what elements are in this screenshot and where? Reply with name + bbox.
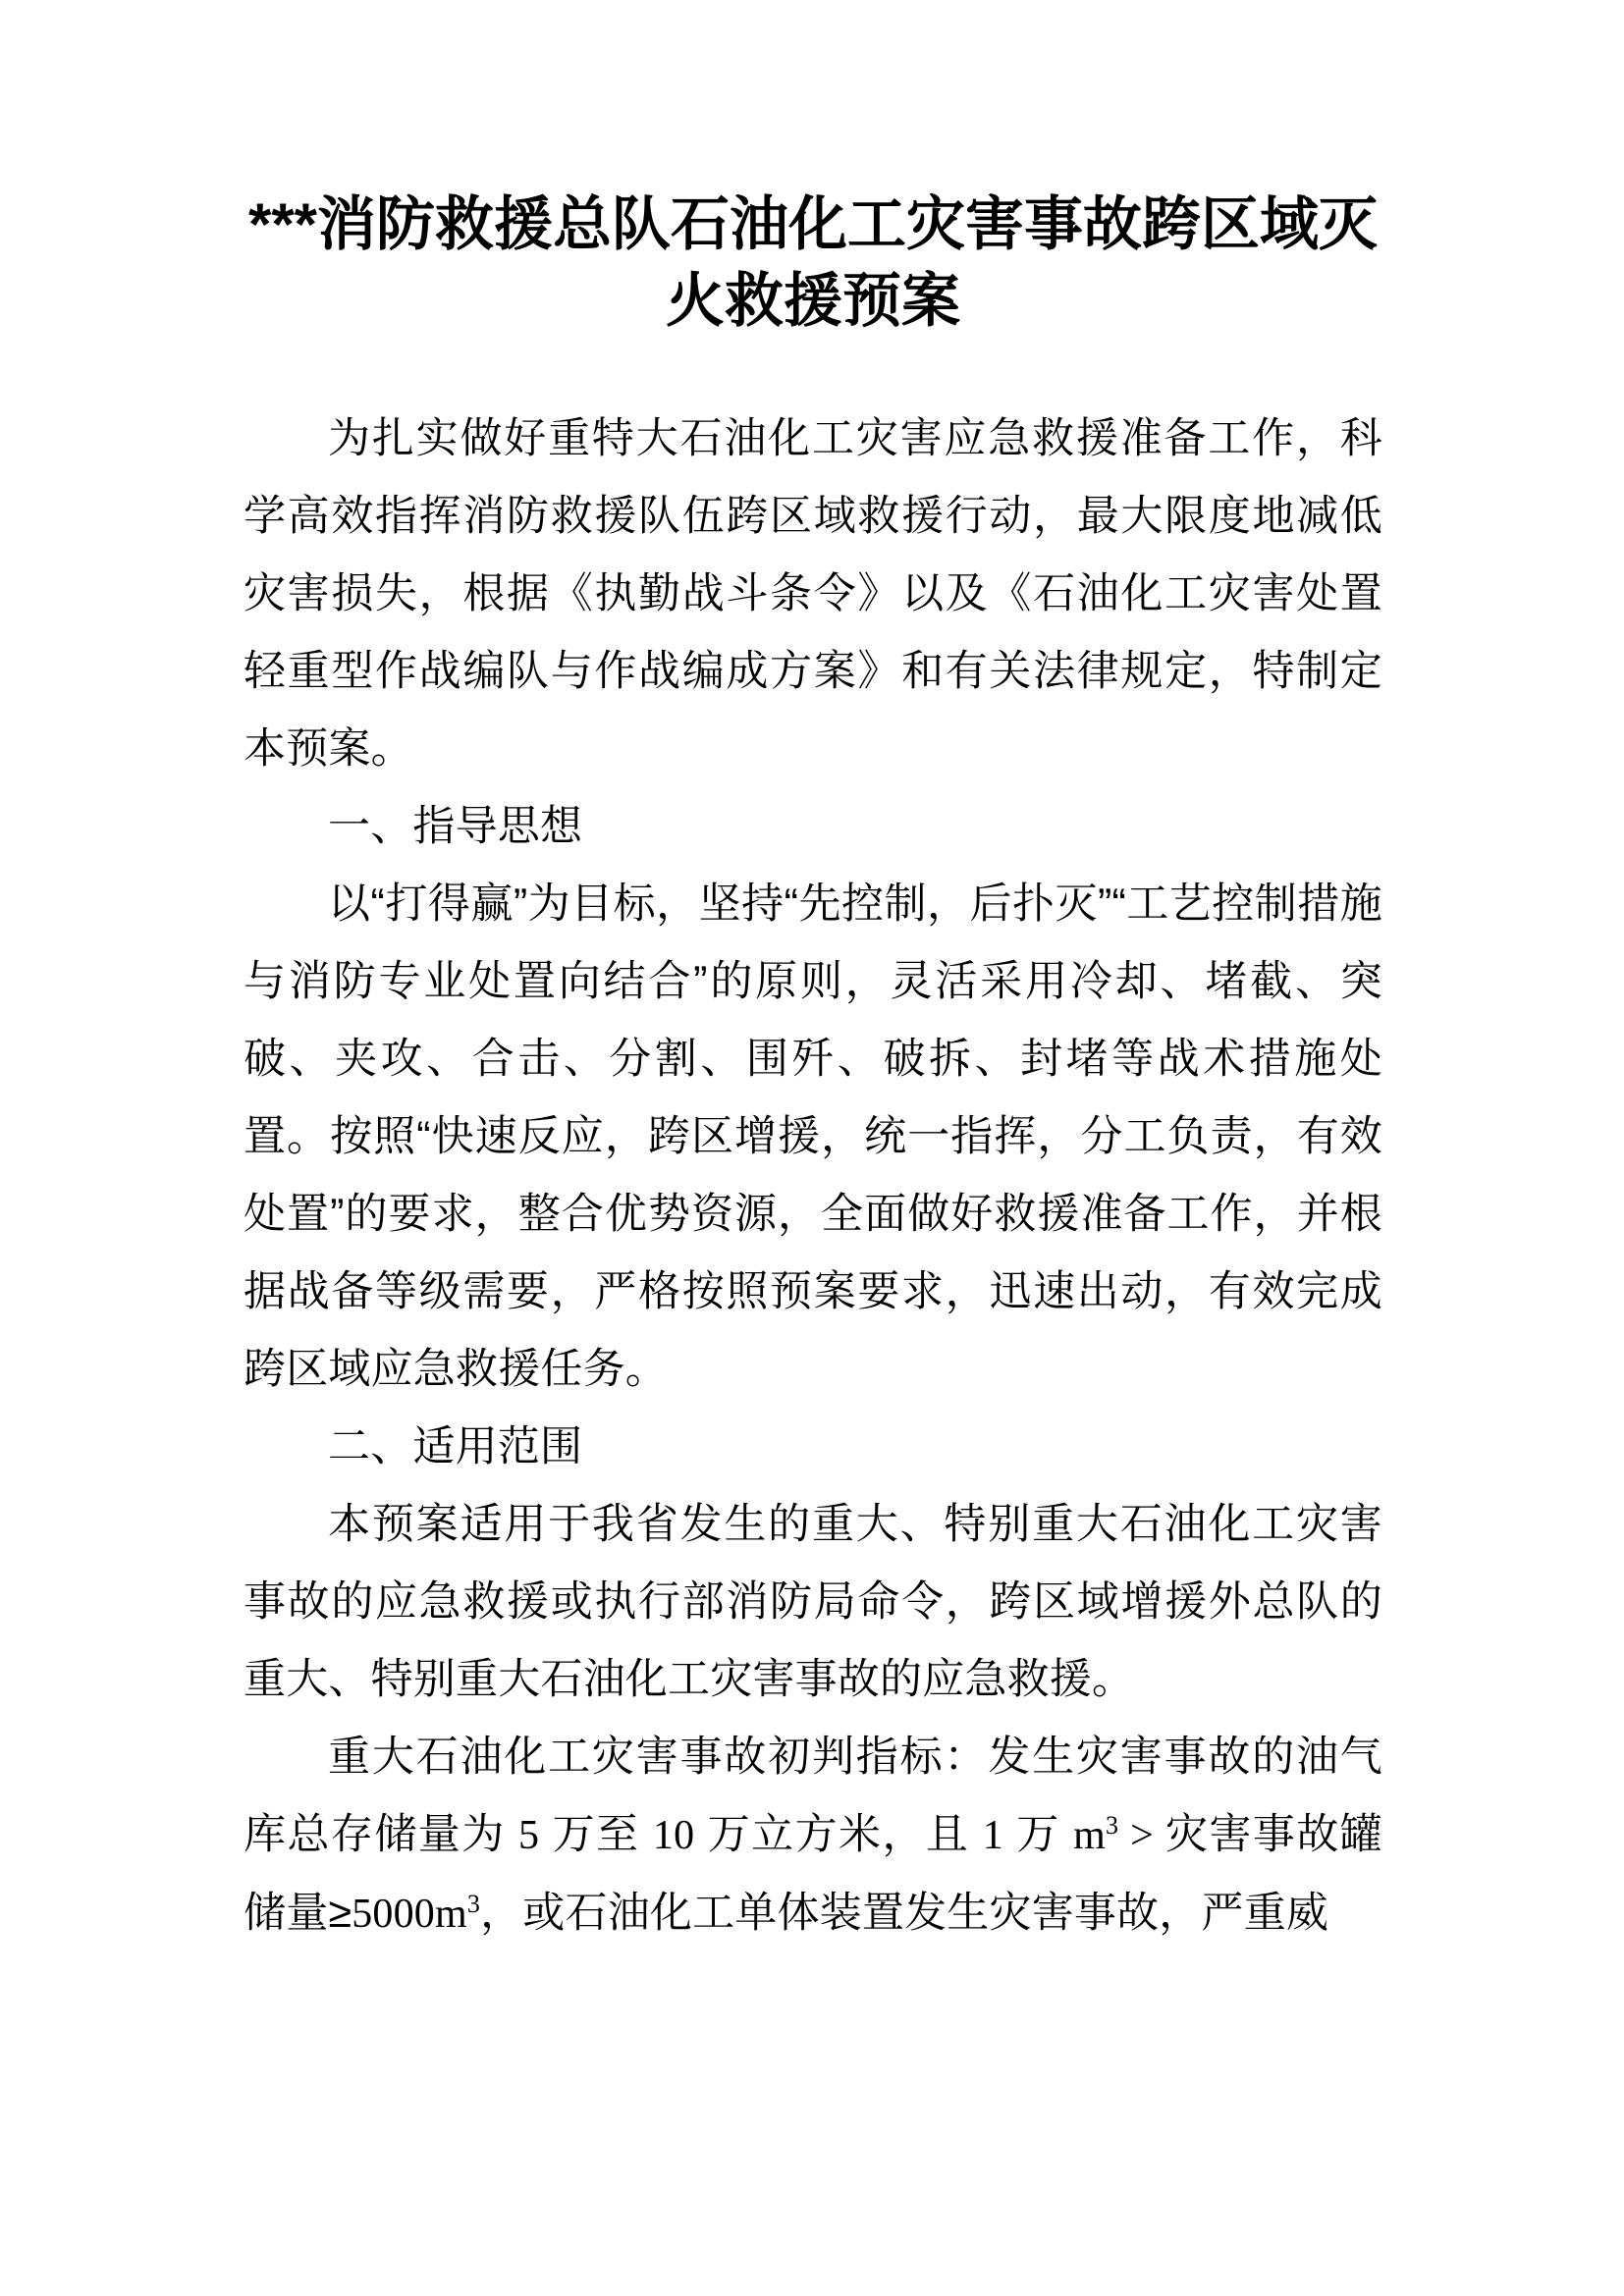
criteria-unit-cubic-meter-upper (1073, 1813, 1118, 1858)
unit-m-symbol-upper: m (1073, 1813, 1107, 1858)
paragraph-criteria (244, 1719, 1382, 1953)
unit-exponent-lower: 3 (466, 1890, 481, 1918)
criteria-comparator: > (1118, 1813, 1166, 1858)
criteria-unit-cubic-meter-lower (435, 1892, 480, 1937)
criteria-tail-text: ，或石油化工单体装置发生灾害事故，严重威 (480, 1890, 1329, 1937)
page-title: ***消防救援总队石油化工灾害事故跨区域灭火救援预案 (247, 191, 1379, 334)
paragraph-guiding-ideology: 以“打得赢”为目标，坚持“先控制，后扑灭”“工艺控制措施与消防专业处置向结合”的原则，灵活采用冷却、堵截、突破、夹攻、合击、分割、围歼、破拆、封堵等战术措施处置。按照“快速反应，跨区增援，统一指挥，分工负责，有效处置”的要求，整合优势资源，全面做好救援准备工作，并根据战备等级需要，严格按照预案要求，迅速出动，有效完成跨区域应急救援任务。 (244, 881, 1382, 1393)
criteria-mid-4: 灾害事故罐储量≥ (244, 1811, 1382, 1937)
page-content-column (244, 0, 1382, 1953)
unit-m-symbol-lower: m (435, 1892, 467, 1937)
criteria-value-max: 10 (652, 1813, 695, 1858)
criteria-mid-3: 万 (1002, 1811, 1074, 1858)
criteria-value-tank-upper: 1 (982, 1813, 1003, 1858)
heading-section-two: 二、适用范围 (328, 1423, 583, 1470)
criteria-value-min: 5 (518, 1813, 540, 1858)
heading-section-one: 一、指导思想 (328, 803, 583, 850)
paragraph-scope-of-application: 本预案适用于我省发生的重大、特别重大石油化工灾害事故的应急救援或执行部消防局命令，跨区域增援外总队的重大、特别重大石油化工灾害事故的应急救援。 (244, 1501, 1382, 1703)
title-body-spacer (244, 340, 1382, 400)
unit-exponent-upper: 3 (1106, 1811, 1119, 1840)
criteria-mid-1: 万至 (539, 1811, 653, 1858)
criteria-lead-text: 重大石油化工灾害事故初判指标：发生灾害事故的油气库总存储量为 (244, 1734, 1382, 1858)
criteria-mid-2: 万立方米，且 (694, 1811, 983, 1858)
paragraph-preamble: 为扎实做好重特大石油化工灾害应急救援准备工作，科学高效指挥消防救援队伍跨区域救援行动，最大限度地减低灾害损失，根据《执勤战斗条令》以及《石油化工灾害处置轻重型作战编队与作战编成方案》和有关法律规定，特制定本预案。 (244, 415, 1382, 773)
criteria-value-tank-lower: 5000 (352, 1892, 436, 1937)
